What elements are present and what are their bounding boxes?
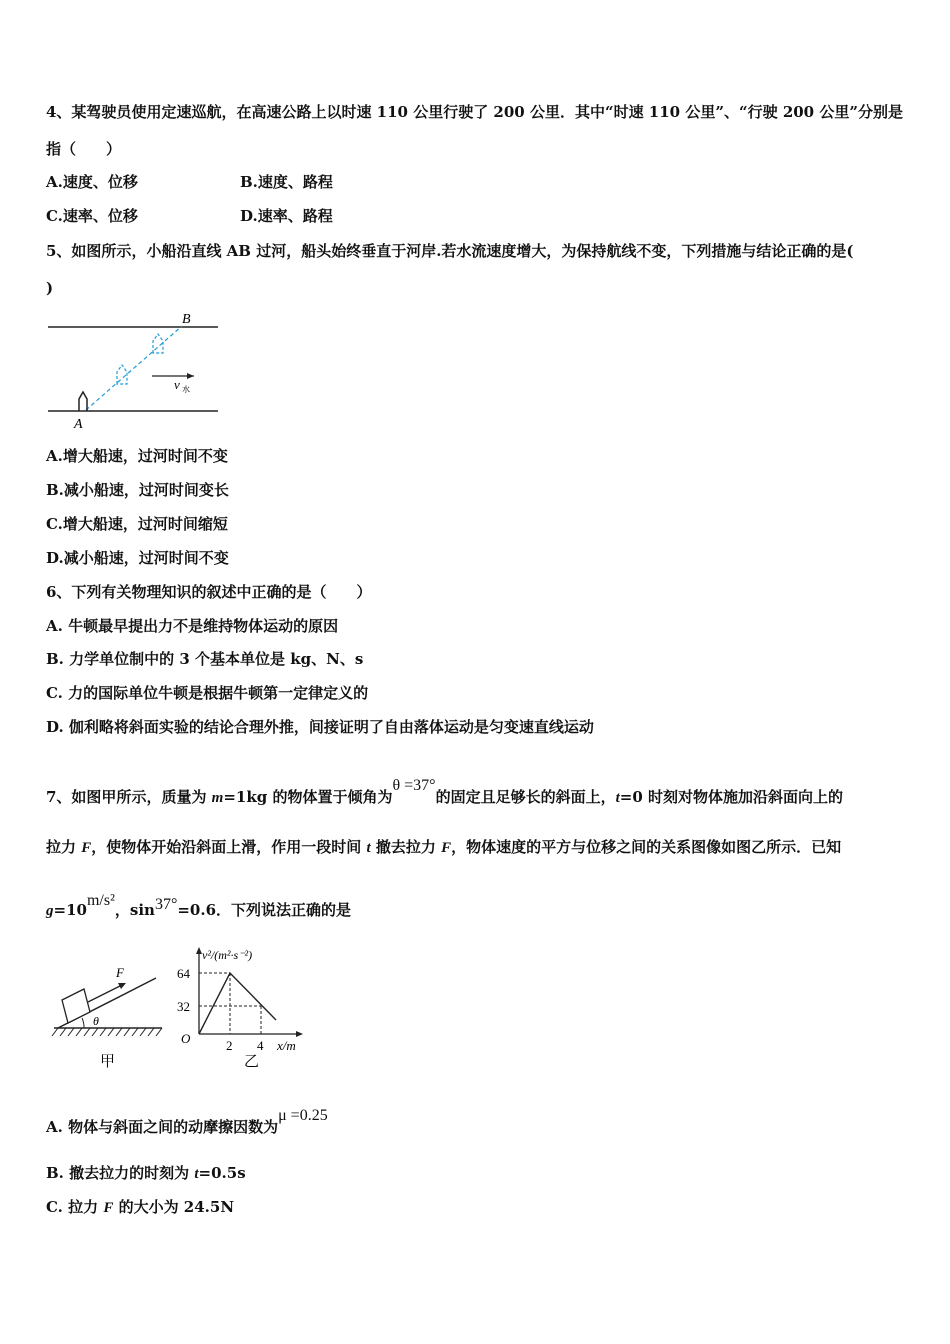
q7-figure-yi [172,944,312,1079]
q4-option-d: D.速率、路程 [240,207,333,225]
graph-line [199,973,276,1034]
unit-ms2: m/s² [86,892,115,909]
caption-yi: 乙 [244,1054,260,1070]
path-ab-dashed [86,326,182,410]
q5-option-c: C.增大船速，过河时间缩短 [46,515,228,533]
q5-option-a: A.增大船速，过河时间不变 [46,447,228,465]
q4-option-c: C.速率、位移 [46,207,138,225]
q4-stem-line2: 指（ ） [46,140,122,158]
label-a: A [74,417,83,432]
q4-option-a: A.速度、位移 [46,173,138,191]
boat-icon [79,392,87,411]
q5-stem-line1: 5、如图所示，小船沿直线 AB 过河，船头始终垂直于河岸.若水流速度增大，为保持航线不变，下列措施与结论正确的是( [46,242,854,260]
ground-hatch [52,1028,162,1036]
y-tick-64: 64 [177,966,190,981]
x-axis-arrow-icon [296,1031,303,1037]
q7-stem-line3: g=10m/s²，sin37°=0.6．下列说法正确的是 [46,892,352,919]
q5-stem-line2: ) [46,279,54,297]
y-axis-label: v²/(m²·s⁻²) [202,948,253,962]
y-tick-32: 32 [177,999,190,1014]
x-tick-2: 2 [226,1038,233,1053]
q5-option-d: D.减小船速，过河时间不变 [46,549,229,567]
q4-option-b: B.速度、路程 [240,173,333,191]
label-v-sub: 水 [182,385,190,394]
label-v: v [174,377,180,392]
q7-option-a: A. 物体与斜面之间的动摩擦因数为μ =0.25 [46,1107,328,1136]
mu-expression: μ =0.25 [278,1107,328,1124]
q7-figure-jia [44,950,169,1075]
label-b: B [182,312,191,327]
q7-stem-line1: 7、如图甲所示，质量为 m=1kg 的物体置于倾角为θ =37°的固定且足够长的斜面上，t=0 时刻对物体施加沿斜面向上的 [46,777,843,806]
q5-river-figure [44,306,224,432]
block [62,989,90,1023]
label-f: F [116,965,124,980]
q7-option-b: B. 撤去拉力的时刻为 t=0.5s [46,1164,246,1182]
q4-stem-line1: 4、某驾驶员使用定速巡航，在高速公路上以时速 110 公里行驶了 200 公里．其中“时速 110 公里”、“行驶 200 公里”分别是 [46,103,903,121]
q6-option-a: A. 牛顿最早提出力不是维持物体运动的原因 [46,617,339,635]
q6-stem: 6、下列有关物理知识的叙述中正确的是（ ） [46,583,372,601]
q5-option-b: B.减小船速，过河时间变长 [46,481,229,499]
q7-stem-line2: 拉力 F，使物体开始沿斜面上滑，作用一段时间 t 撤去拉力 F，物体速度的平方与位移之间的关系图像如图乙所示．已知 [46,838,842,856]
q6-option-d: D. 伽利略将斜面实验的结论合理外推，间接证明了自由落体运动是匀变速直线运动 [46,718,594,736]
sin-argument: 37° [154,896,178,913]
angle-arc [82,1018,84,1028]
q7-option-c: C. 拉力 F 的大小为 24.5N [46,1198,235,1216]
label-theta: θ [93,1014,99,1028]
x-axis-label: x/m [277,1038,296,1053]
force-arrow [88,984,124,1002]
origin-label: O [181,1031,191,1046]
q6-option-c: C. 力的国际单位牛顿是根据牛顿第一定律定义的 [46,684,369,702]
theta-expression: θ =37° [392,777,436,794]
q6-option-b: B. 力学单位制中的 3 个基本单位是 kg、N、s [46,650,364,668]
arrow-head-icon [187,373,194,379]
caption-jia: 甲 [100,1054,116,1070]
x-tick-4: 4 [257,1038,264,1053]
